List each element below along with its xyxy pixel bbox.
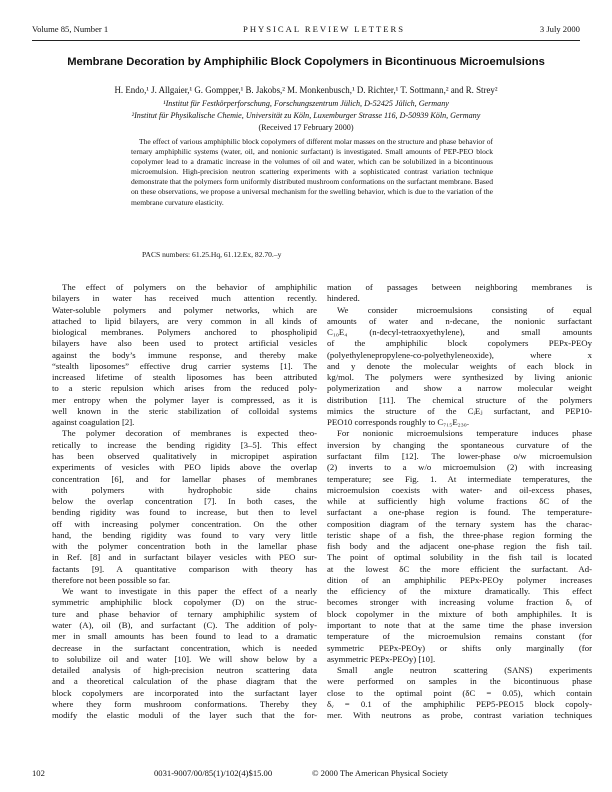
text-line: mer entropy when the polymer layer is compressed, as it is (52, 394, 317, 405)
article-code: 0031-9007/00/85(1)/102(4)$15.00 (154, 768, 273, 778)
text-line: block copolymer in the mixture of both amphiphiles. It is (327, 608, 592, 619)
copyright-notice: © 2000 The American Physical Society (312, 768, 448, 778)
text-line: temperature; see Fig. 1. At intermediate temperatures, the (327, 473, 592, 484)
text-line: mation of passages between neighboring membranes is (327, 282, 592, 292)
text-line: and y denote the molecular weights of each block in (327, 360, 592, 371)
text-line: block copolymers are incorporated into the surfactant layer (52, 687, 317, 698)
abstract: The effect of various amphiphilic block copolymers of different molar masses on the structure and phase behavior of ternary amphiphilic systems (water, oil, and nonionic surfactant) is investigated. Small amounts of PEP-PEO block copolymer lead to a dramatic increase in the volumes of oil and water, which can be solubilized in a bicontinuous microemulsion. High-precision neutron scattering experiments with a sophisticated contrast variation technique demonstrate that the polymers form uniformly distributed mushroom conformations on the surfactant membrane. Based on these observations, we propose a universal mechanism for the swelling behavior, which is due to the variation of the membrane curvature elasticity. (131, 137, 493, 207)
page-footer (32, 768, 580, 780)
text-line: distribution [11]. The chemical structure of the polymers (327, 394, 592, 405)
text-line: close to the optimal point (δC = 0.05), which contain (327, 687, 592, 698)
text-line: mer. With neutrons as probe, contrast variation techniques (327, 710, 592, 721)
body-column-left (52, 282, 317, 721)
text-line: important to note that at the same time the phase inversion (327, 619, 592, 630)
pacs-numbers: PACS numbers: 61.25.Hq, 61.12.Ex, 82.70.–y (142, 250, 282, 259)
text-line: off with increasing polymer concentration. On the other (52, 518, 317, 529)
text-line: to a steric repulsion which arises from the reduced poly- (52, 383, 317, 394)
text-line: surfactant a one-phase region is found. The temperature- (327, 507, 592, 518)
text-line: below the overlap concentration [7]. In both cases, the (52, 496, 317, 507)
text-line: fish body and the adjacent one-phase region the fish tail. (327, 541, 592, 552)
running-head (32, 24, 580, 38)
article-title: Membrane Decoration by Amphiphilic Block Copolymers in Bicontinuous Microemulsions (67, 56, 545, 68)
text-line: modify the elastic moduli of the layer such that the for- (52, 710, 317, 721)
volume-number: Volume 85, Number 1 (32, 24, 109, 34)
text-line: in Ref. [8] and in surfactant bilayer vesicles with PEO sur- (52, 552, 317, 563)
text-line: bilayers have also been used to protect artificial vesicles (52, 338, 317, 349)
text-line: concentration [6], and for lamellar phases of membranes (52, 473, 317, 484)
text-line: of the amphiphilic block copolymers PEPx-PEOy (327, 338, 592, 349)
text-line: has been observed qualitatively in micropipet aspiration (52, 450, 317, 461)
text-line: hindered. (327, 293, 360, 304)
text-line: mimics the structure of the CᵢEⱼ surfactant, and PEP10- (327, 405, 592, 416)
affiliation-2: ²Institut für Physikalische Chemie, Universität zu Köln, Luxemburger Strasse 116, D-50939 Köln, Germany (131, 111, 481, 120)
text-line: experiments of vesicles with PEO lipids above the overlap (52, 462, 317, 473)
text-line: C₁₀E₄ (n-decyl-tetraoxyethylene), and small amounts (327, 327, 592, 338)
text-line: were performed on samples in the bicontinuous phase (327, 676, 592, 687)
text-line: Small angle neutron scattering (SANS) experiments (337, 665, 592, 676)
text-line: The point of optimal solubility in the fish tail is located (327, 552, 592, 563)
text-line: biological membranes. Polymers anchored to phospholipid (52, 327, 317, 338)
text-line: and a theoretical calculation of the phase diagram that the (52, 676, 317, 687)
page-number: 102 (32, 768, 45, 778)
text-line: “stealth liposomes” effective drug carrier systems [1]. The (52, 360, 317, 371)
text-line: hand, the bending rigidity was found to vary very little (52, 529, 317, 540)
text-line: where they form mushroom conformations. Thereby they (52, 698, 317, 709)
text-line: The effect of polymers on the behavior of amphiphilic (62, 282, 317, 292)
text-line: water (A), oil (B), and surfactant (C). The addition of poly- (52, 619, 317, 630)
text-line: teristic shape of a fish, the three-phase region forming the (327, 529, 592, 540)
text-line: therefore not been possible so far. (52, 574, 171, 585)
text-line: polymerization and show a narrow molecular weight (327, 383, 592, 394)
text-line: mer in small amounts has been found to lead to a dramatic (52, 631, 317, 642)
text-line: We consider microemulsions consisting of equal (337, 304, 592, 315)
text-line: microemulsion coexists with water- and oil-excess phases, (327, 484, 592, 495)
text-line: bilayers in water has received much attention recently. (52, 293, 317, 304)
text-line: (2) inverts to a w/o microemulsion (2) with increasing (327, 462, 592, 473)
text-line: detailed analysis of high-precision neutron scattering data (52, 665, 317, 676)
text-line: symmetric PEPx-PEOy) or shifts only marginally (for (327, 642, 592, 653)
text-line: For nonionic microemulsions temperature induces phase (337, 428, 592, 439)
text-line: (polyethylenepropylene-co-polyethyleneoxide), where x (327, 349, 592, 360)
text-line: with the polymer concentration both in the lamellar phase (52, 541, 317, 552)
text-line: becomes stronger with increasing volume fraction δᵥ of (327, 597, 592, 608)
header-rule (32, 40, 580, 41)
text-line: kg/mol. The polymers were synthesized by living anionic (327, 372, 592, 383)
text-line: to solubilize oil and water [10]. We will show below by a (52, 653, 317, 664)
text-line: We want to investigate in this paper the effect of a nearly (62, 586, 317, 597)
text-line: increased lifetime of stealth liposomes has been attributed (52, 372, 317, 383)
text-line: attached to lipid bilayers, are very common in all kinds of (52, 315, 317, 326)
text-line: while at sufficiently high volume fractions δC of the (327, 496, 592, 507)
text-line: surfactant film [12]. The lower-phase o/w microemulsion (327, 450, 592, 461)
journal-name: PHYSICAL REVIEW LETTERS (243, 24, 406, 34)
text-line: bending rigidity was found to increase, but then to level (52, 507, 317, 518)
issue-date: 3 July 2000 (539, 24, 580, 34)
text-line: inversion by changing the spontaneous curvature of the (327, 439, 592, 450)
text-line: dition of an amphiphilic PEPx-PEOy polymer increases (327, 574, 592, 585)
text-line: temperature of the microemulsion remains constant (for (327, 631, 592, 642)
text-line: Water-soluble polymers and polymer networks, which are (52, 304, 317, 315)
text-line: factants [9]. A quantitative comparison with theory has (52, 563, 317, 574)
text-line: amounts of water and n-decane, the nonionic surfactant (327, 315, 592, 326)
text-line: PEO10 corresponds roughly to C₇₁₅E₂₃₀. (327, 417, 470, 428)
text-line: asymmetric PEPx-PEOy) [10]. (327, 653, 436, 664)
text-line: retically to increase the bending rigidity [3–5]. This effect (52, 439, 317, 450)
text-line: The polymer decoration of membranes is expected theo- (62, 428, 317, 439)
author-list: H. Endo,¹ J. Allgaier,¹ G. Gompper,¹ B. Jakobs,² M. Monkenbusch,¹ D. Richter,¹ T. Sottmann,² and R. Strey² (114, 85, 498, 95)
text-line: the efficiency of the mixture dramatically. This effect (327, 586, 592, 597)
text-line: composition diagram of the ternary system has the charac- (327, 518, 592, 529)
text-line: at the lowest δC the more efficient the surfactant. Ad- (327, 563, 592, 574)
body-column-right (327, 282, 592, 721)
text-line: symmetric amphiphilic block copolymer (D) on the struc- (52, 597, 317, 608)
text-line: with polymers with hydrophobic side chains (52, 484, 317, 495)
affiliation-1: ¹Institut für Festkörperforschung, Forschungszentrum Jülich, D-52425 Jülich, Germany (163, 99, 449, 108)
text-line: against the body’s immune response, and thereby make (52, 349, 317, 360)
text-line: decrease in the surfactant concentration, which is needed (52, 642, 317, 653)
text-line: well known in the steric stabilization of colloidal systems (52, 405, 317, 416)
text-line: δᵥ = 0.1 of the amphiphilic PEP5-PEO15 block copoly- (327, 698, 592, 709)
received-date: (Received 17 February 2000) (258, 123, 354, 132)
text-line: ture and phase behavior of ternary amphiphilic system of (52, 608, 317, 619)
text-line: against coagulation [2]. (52, 417, 135, 428)
